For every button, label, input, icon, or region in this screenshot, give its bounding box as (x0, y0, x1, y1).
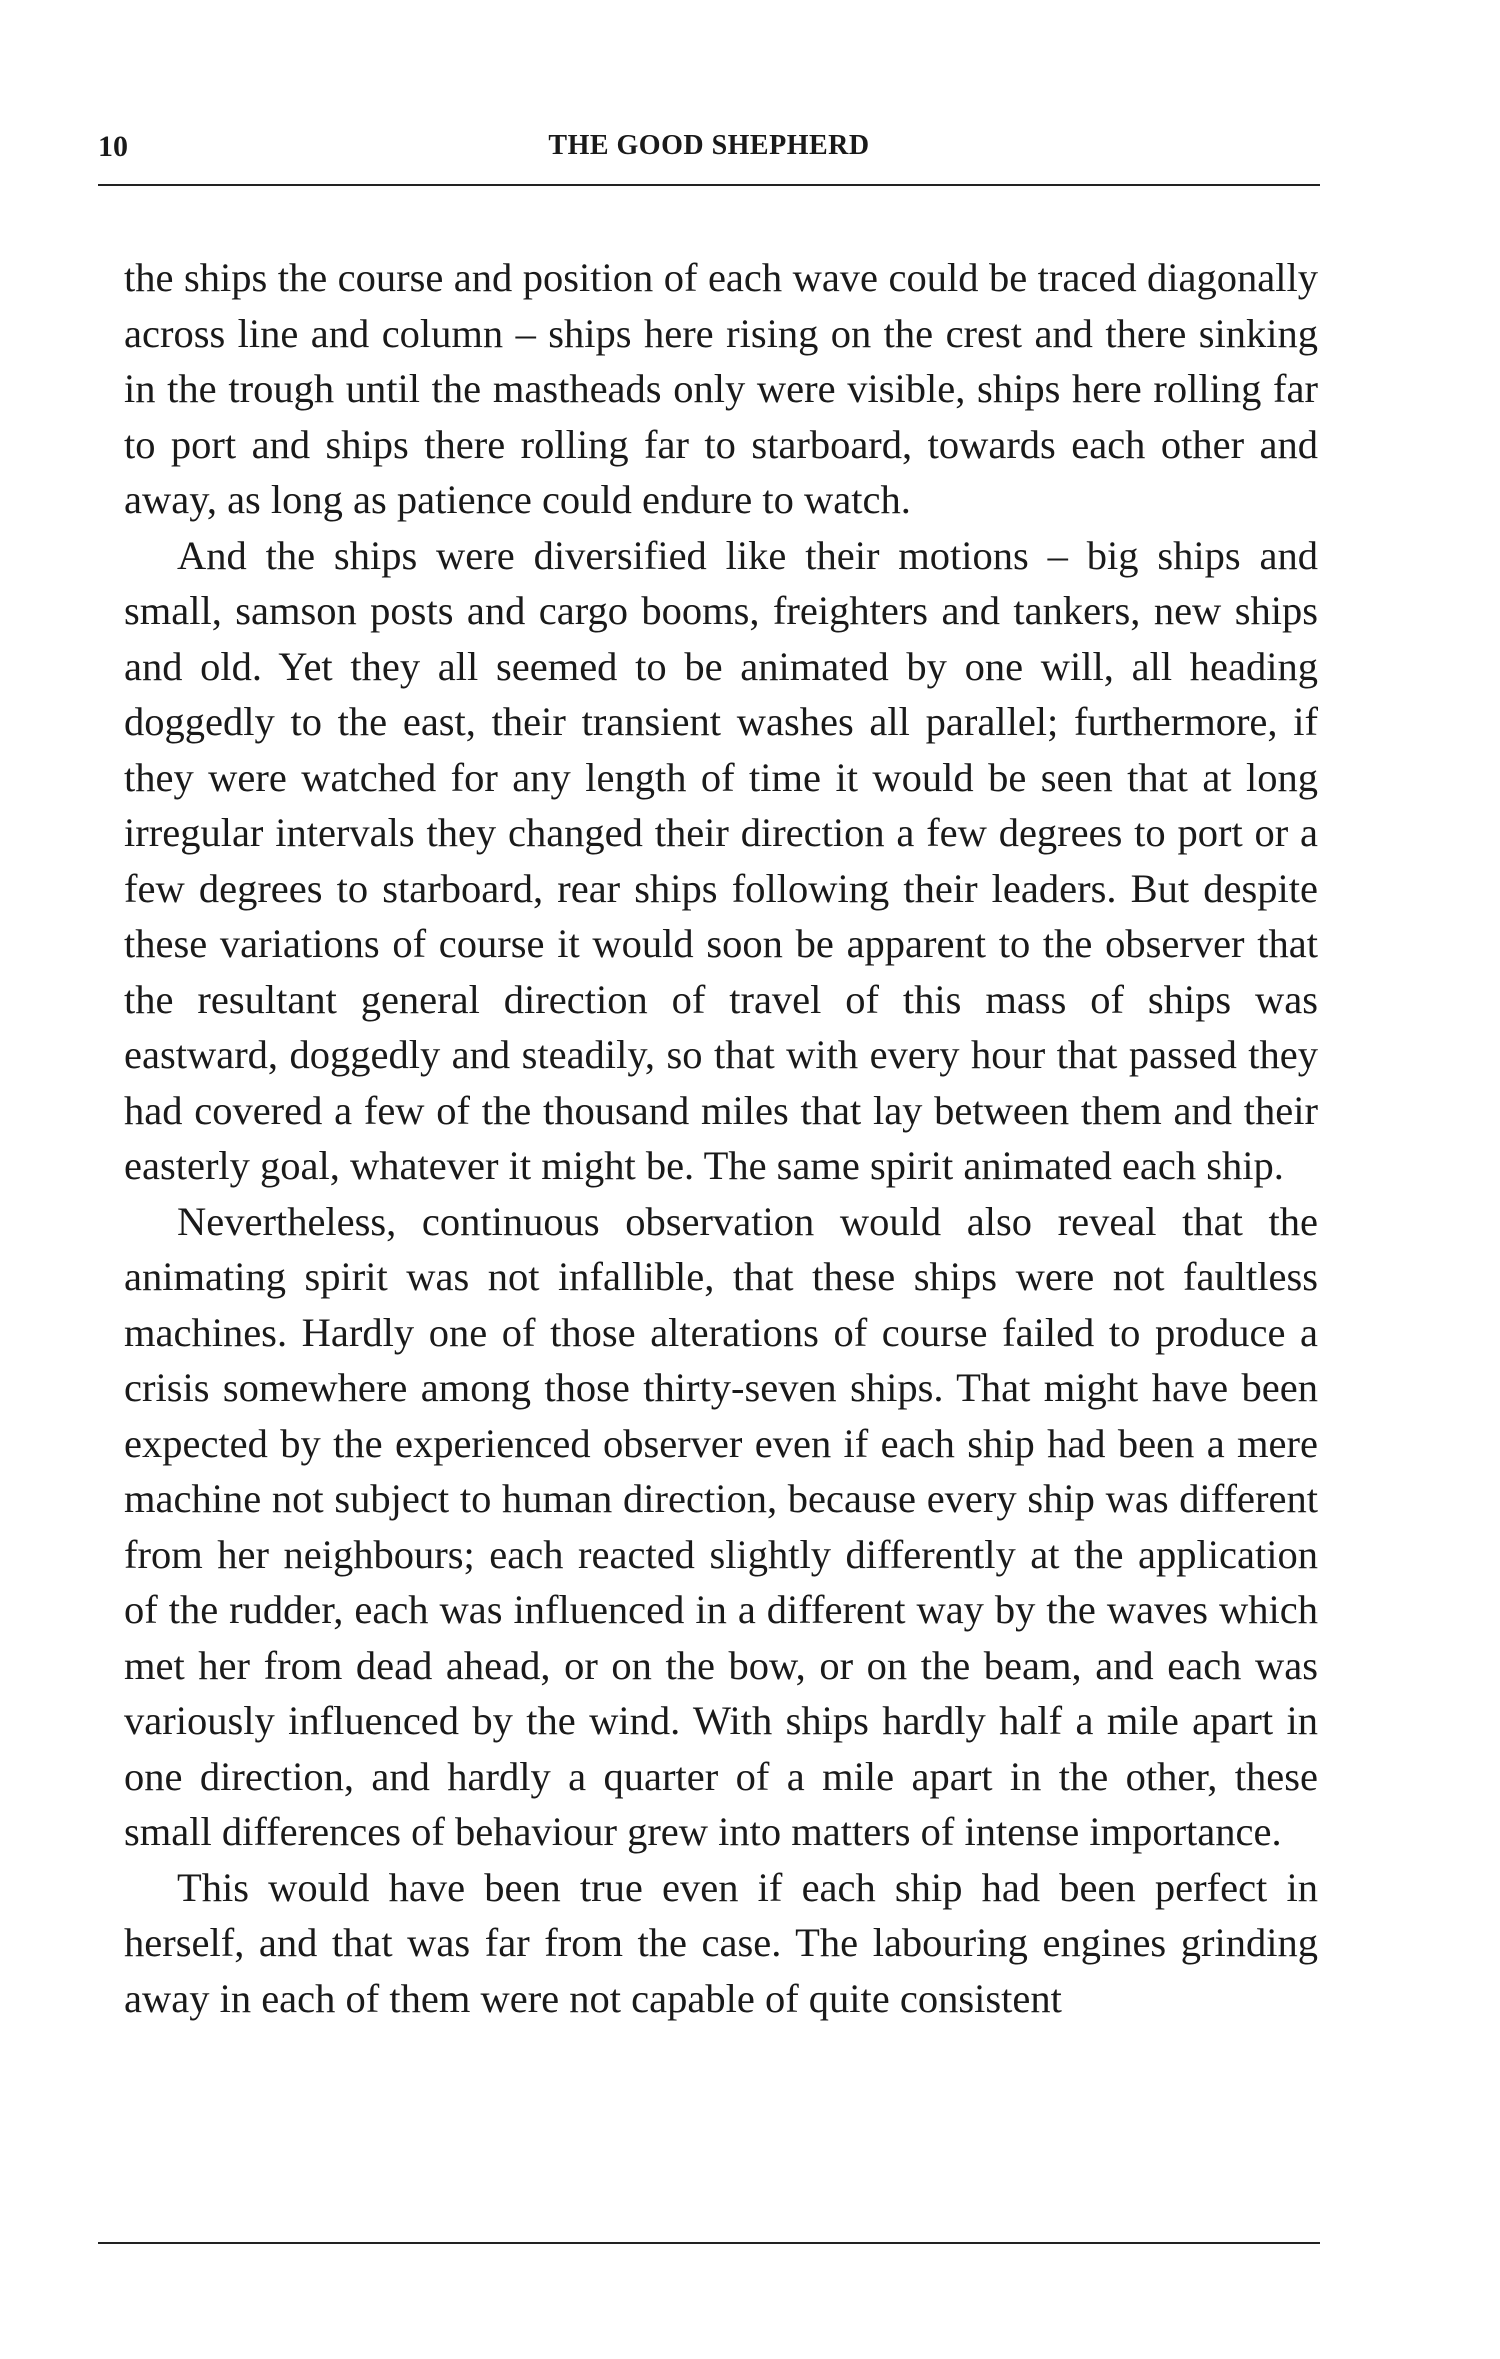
footer-rule (98, 2242, 1320, 2244)
book-title: THE GOOD SHEPHERD (548, 130, 870, 161)
page-number: 10 (98, 130, 128, 163)
header-rule (98, 184, 1320, 186)
paragraph-4: This would have been true even if each ship had been perfect in herself, and that was far from the case. The labouring engines grinding away in each of them were not capable of quite consistent (124, 1864, 1318, 2021)
paragraph-2: And the ships were diversified like their motions – big ships and small, samson posts and cargo booms, freighters and tankers, new ships and old. Yet they all seemed to be animated by one will, all heading doggedly to the east, their transient washes all parallel; furthermore, if they were watched for any length of time it would be seen that at long irregular intervals they changed their direction a few degrees to port or a few degrees to starboard, rear ships following their leaders. But despite these variations of course it would soon be apparent to the observer that the resultant general direction of travel of this mass of ships was eastward, doggedly and steadily, so that with every hour that passed they had covered a few of the thousand miles that lay between them and their easterly goal, whatever it might be. The same spirit animated each ship. (124, 532, 1318, 1188)
paragraph-3: Nevertheless, continuous observation would also reveal that the animating spirit was not infallible, that these ships were not faultless machines. Hardly one of those alterations of course failed to produce a crisis somewhere among those thirty-seven ships. That might have been expected by the experienced observer even if each ship had been a mere machine not subject to human direction, because every ship was different from her neighbours; each reacted slightly differently at the application of the rudder, each was influenced in a different way by the waves which met her from dead ahead, or on the bow, or on the beam, and each was variously influenced by the wind. With ships hardly half a mile apart in one direction, and hardly a quarter of a mile apart in the other, these small differences of behaviour grew into matters of intense importance. (124, 1198, 1318, 1854)
paragraph-1: the ships the course and position of each wave could be traced diagonally across line and column – ships here rising on the crest and there sinking in the trough until the mastheads only were visible, ships here rolling far to port and ships there rolling far to starboard, towards each other and away, as long as patience could endure to watch. (124, 255, 1318, 522)
body-text (124, 250, 1318, 2026)
running-head (98, 130, 1320, 174)
